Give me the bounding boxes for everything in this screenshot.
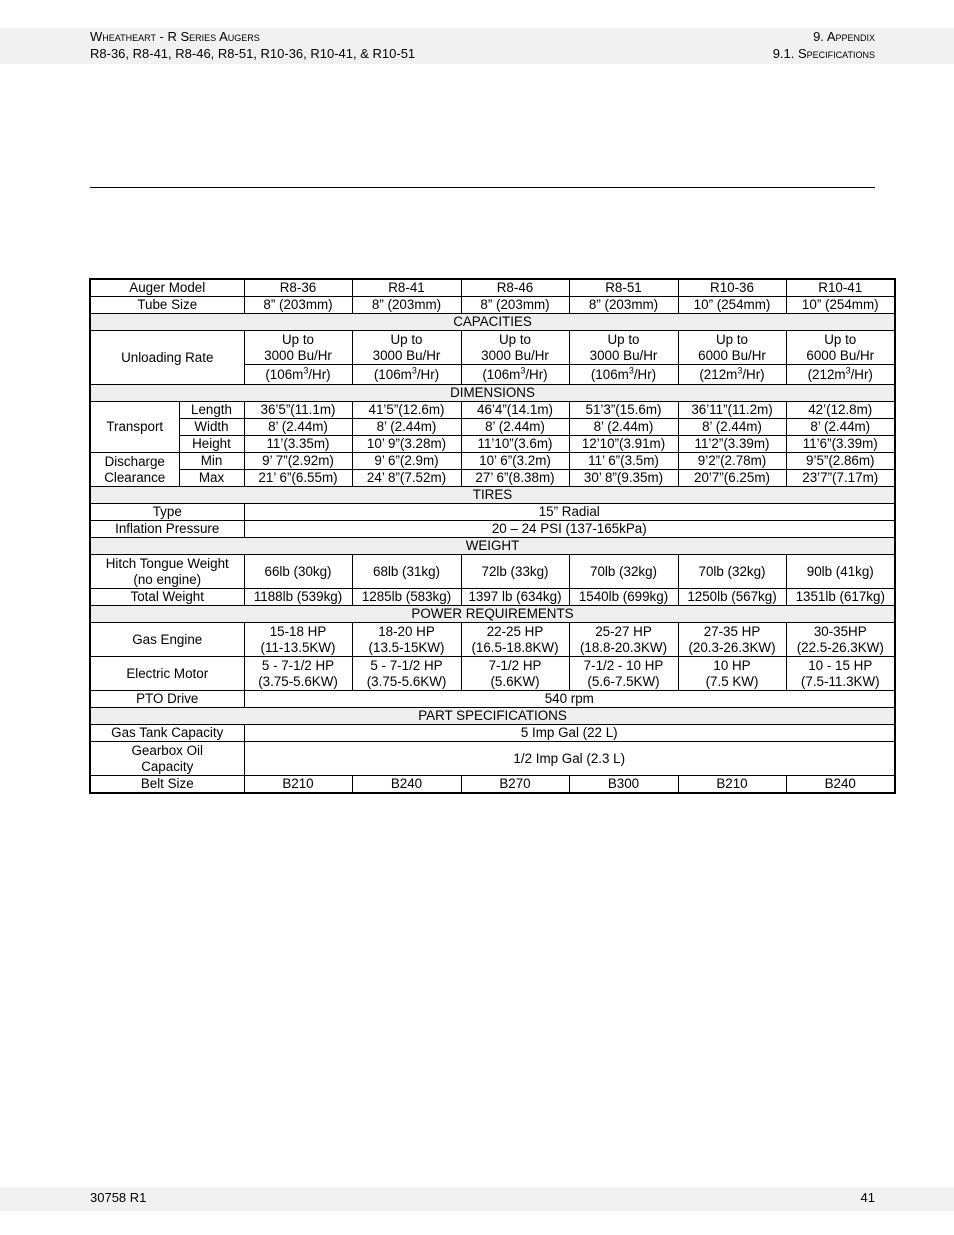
belt-size-cell: B210 [678, 776, 786, 794]
tube-size-cell: 8” (203mm) [352, 297, 461, 314]
height-label: Height [179, 436, 244, 453]
document-number: 30758 R1 [90, 1190, 147, 1205]
width-cell: 8’ (2.44m) [244, 419, 352, 436]
gas-engine-cell: 30-35HP (22.5-26.3KW) [786, 623, 895, 657]
power-heading: POWER REQUIREMENTS [90, 606, 895, 623]
length-cell: 51’3”(15.6m) [569, 402, 678, 419]
gas-engine-cell: 15-18 HP (11-13.5KW) [244, 623, 352, 657]
height-cell: 10’ 9”(3.28m) [352, 436, 461, 453]
pto-label: PTO Drive [90, 691, 244, 708]
total-weight-row [90, 589, 895, 606]
width-cell: 8’ (2.44m) [352, 419, 461, 436]
electric-motor-cell: 5 - 7-1/2 HP (3.75-5.6KW) [244, 657, 352, 691]
inflation-label: Inflation Pressure [90, 521, 244, 538]
capacities-section-row [90, 314, 895, 331]
height-cell: 11’6”(3.39m) [786, 436, 895, 453]
tube-size-cell: 8” (203mm) [244, 297, 352, 314]
unloading-rate-metric-cell: $(106m^3/Hr)$ [569, 365, 678, 385]
electric-motor-label: Electric Motor [90, 657, 244, 691]
electric-motor-cell: 7-1/2 HP (5.6KW) [461, 657, 569, 691]
min-cell: 9’ 6”(2.9m) [352, 453, 461, 470]
auger-model-row [90, 279, 895, 297]
unloading-rate-metric-cell: $(212m^3/Hr)$ [678, 365, 786, 385]
hitch-weight-cell: 90lb (41kg) [786, 555, 895, 589]
length-cell: 42’(12.8m) [786, 402, 895, 419]
max-cell: 23’7”(7.17m) [786, 470, 895, 487]
section-title: 9. Appendix [813, 29, 875, 44]
unloading-rate-metric-cell: $(106m^3/Hr)$ [461, 365, 569, 385]
belt-size-cell: B240 [786, 776, 895, 794]
total-weight-label: Total Weight [90, 589, 244, 606]
belt-size-cell: B240 [352, 776, 461, 794]
model-cell: R10-41 [786, 279, 895, 297]
inflation-value: 20 – 24 PSI (137-165kPa) [244, 521, 895, 538]
part-section-row [90, 708, 895, 725]
total-weight-cell: 1397 lb (634kg) [461, 589, 569, 606]
unloading-rate-cell: Up to 3000 Bu/Hr [461, 331, 569, 365]
unloading-rate-label: Unloading Rate [90, 331, 244, 385]
model-cell: R8-51 [569, 279, 678, 297]
type-value: 15” Radial [244, 504, 895, 521]
hitch-weight-cell: 72lb (33kg) [461, 555, 569, 589]
width-cell: 8’ (2.44m) [461, 419, 569, 436]
tube-size-cell: 10” (254mm) [678, 297, 786, 314]
width-cell: 8’ (2.44m) [678, 419, 786, 436]
inflation-row [90, 521, 895, 538]
height-cell: 11’10”(3.6m) [461, 436, 569, 453]
total-weight-cell: 1540lb (699kg) [569, 589, 678, 606]
hitch-weight-cell: 66lb (30kg) [244, 555, 352, 589]
electric-motor-row [90, 657, 895, 691]
width-cell: 8’ (2.44m) [569, 419, 678, 436]
gas-engine-cell: 27-35 HP (20.3-26.3KW) [678, 623, 786, 657]
total-weight-cell: 1285lb (583kg) [352, 589, 461, 606]
gas-engine-cell: 25-27 HP (18.8-20.3KW) [569, 623, 678, 657]
pto-value: 540 rpm [244, 691, 895, 708]
weight-section-row [90, 538, 895, 555]
hitch-weight-label: Hitch Tongue Weight (no engine) [90, 555, 244, 589]
width-row [90, 419, 895, 436]
electric-motor-cell: 7-1/2 - 10 HP (5.6-7.5KW) [569, 657, 678, 691]
min-cell: 11’ 6”(3.5m) [569, 453, 678, 470]
tires-section-row [90, 487, 895, 504]
page-footer [0, 1187, 954, 1211]
model-cell: R8-36 [244, 279, 352, 297]
hitch-weight-cell: 70lb (32kg) [569, 555, 678, 589]
length-cell: 41’5”(12.6m) [352, 402, 461, 419]
page-header [0, 28, 954, 64]
height-cell: 11’2”(3.39m) [678, 436, 786, 453]
electric-motor-cell: 5 - 7-1/2 HP (3.75-5.6KW) [352, 657, 461, 691]
header-right [773, 28, 875, 62]
hitch-weight-cell: 70lb (32kg) [678, 555, 786, 589]
tube-size-label: Tube Size [90, 297, 244, 314]
max-cell: 30’ 8”(9.35m) [569, 470, 678, 487]
unloading-rate-cell: Up to 3000 Bu/Hr [569, 331, 678, 365]
gearbox-oil-label: Gearbox Oil Capacity [90, 742, 244, 776]
discharge-max-row [90, 470, 895, 487]
tube-size-row [90, 297, 895, 314]
unloading-rate-cell: Up to 6000 Bu/Hr [786, 331, 895, 365]
belt-size-cell: B210 [244, 776, 352, 794]
model-cell: R10-36 [678, 279, 786, 297]
unloading-rate-cell: Up to 6000 Bu/Hr [678, 331, 786, 365]
min-cell: 9’5”(2.86m) [786, 453, 895, 470]
gas-tank-value: 5 Imp Gal (22 L) [244, 725, 895, 742]
unloading-rate-metric-cell: $(106m^3/Hr)$ [244, 365, 352, 385]
gas-tank-label: Gas Tank Capacity [90, 725, 244, 742]
gearbox-oil-value: 1/2 Imp Gal (2.3 L) [244, 742, 895, 776]
header-left [90, 28, 415, 62]
specifications-table [89, 278, 896, 794]
electric-motor-cell: 10 - 15 HP (7.5-11.3KW) [786, 657, 895, 691]
model-cell: R8-41 [352, 279, 461, 297]
max-cell: 21’ 6”(6.55m) [244, 470, 352, 487]
length-cell: 46’4”(14.1m) [461, 402, 569, 419]
total-weight-cell: 1188lb (539kg) [244, 589, 352, 606]
dimensions-section-row [90, 385, 895, 402]
height-cell: 12’10”(3.91m) [569, 436, 678, 453]
model-list: R8-36, R8-41, R8-46, R8-51, R10-36, R10-41, & R10-51 [90, 46, 416, 61]
unloading-rate-metric-cell: $(212m^3/Hr)$ [786, 365, 895, 385]
header-rule [90, 187, 875, 188]
discharge-clearance-label: Discharge Clearance [90, 453, 179, 487]
electric-motor-cell: 10 HP (7.5 KW) [678, 657, 786, 691]
pto-row [90, 691, 895, 708]
gas-engine-cell: 22-25 HP (16.5-18.8KW) [461, 623, 569, 657]
gas-engine-cell: 18-20 HP (13.5-15KW) [352, 623, 461, 657]
width-cell: 8’ (2.44m) [786, 419, 895, 436]
power-section-row [90, 606, 895, 623]
tires-heading: TIRES [90, 487, 895, 504]
length-label: Length [179, 402, 244, 419]
gas-tank-row [90, 725, 895, 742]
tube-size-cell: 10” (254mm) [786, 297, 895, 314]
unloading-rate-metric-cell: $(106m^3/Hr)$ [352, 365, 461, 385]
dimensions-heading: DIMENSIONS [90, 385, 895, 402]
belt-size-cell: B300 [569, 776, 678, 794]
tube-size-cell: 8” (203mm) [461, 297, 569, 314]
unloading-rate-row [90, 331, 895, 365]
gearbox-oil-row [90, 742, 895, 776]
max-cell: 27’ 6”(8.38m) [461, 470, 569, 487]
hitch-weight-cell: 68lb (31kg) [352, 555, 461, 589]
height-cell: 11’(3.35m) [244, 436, 352, 453]
total-weight-cell: 1351lb (617kg) [786, 589, 895, 606]
max-label: Max [179, 470, 244, 487]
weight-heading: WEIGHT [90, 538, 895, 555]
capacities-heading: CAPACITIES [90, 314, 895, 331]
max-cell: 24’ 8”(7.52m) [352, 470, 461, 487]
manual-title: Wheatheart - R Series Augers [90, 29, 260, 44]
min-cell: 9’2”(2.78m) [678, 453, 786, 470]
page-number: 41 [860, 1190, 875, 1205]
length-row [90, 402, 895, 419]
max-cell: 20’7”(6.25m) [678, 470, 786, 487]
auger-model-label: Auger Model [90, 279, 244, 297]
hitch-weight-row [90, 555, 895, 589]
height-row [90, 436, 895, 453]
belt-size-cell: B270 [461, 776, 569, 794]
belt-size-row [90, 776, 895, 794]
gas-engine-label: Gas Engine [90, 623, 244, 657]
width-label: Width [179, 419, 244, 436]
total-weight-cell: 1250lb (567kg) [678, 589, 786, 606]
tire-type-row [90, 504, 895, 521]
gas-engine-row [90, 623, 895, 657]
length-cell: 36’5”(11.1m) [244, 402, 352, 419]
belt-size-label: Belt Size [90, 776, 244, 794]
unloading-rate-cell: Up to 3000 Bu/Hr [352, 331, 461, 365]
discharge-min-row [90, 453, 895, 470]
part-heading: PART SPECIFICATIONS [90, 708, 895, 725]
min-cell: 10’ 6”(3.2m) [461, 453, 569, 470]
subsection-title: 9.1. Specifications [772, 46, 875, 61]
unloading-rate-cell: Up to 3000 Bu/Hr [244, 331, 352, 365]
model-cell: R8-46 [461, 279, 569, 297]
length-cell: 36’11”(11.2m) [678, 402, 786, 419]
min-label: Min [179, 453, 244, 470]
transport-label: Transport [90, 402, 179, 453]
min-cell: 9’ 7”(2.92m) [244, 453, 352, 470]
tube-size-cell: 8” (203mm) [569, 297, 678, 314]
type-label: Type [90, 504, 244, 521]
